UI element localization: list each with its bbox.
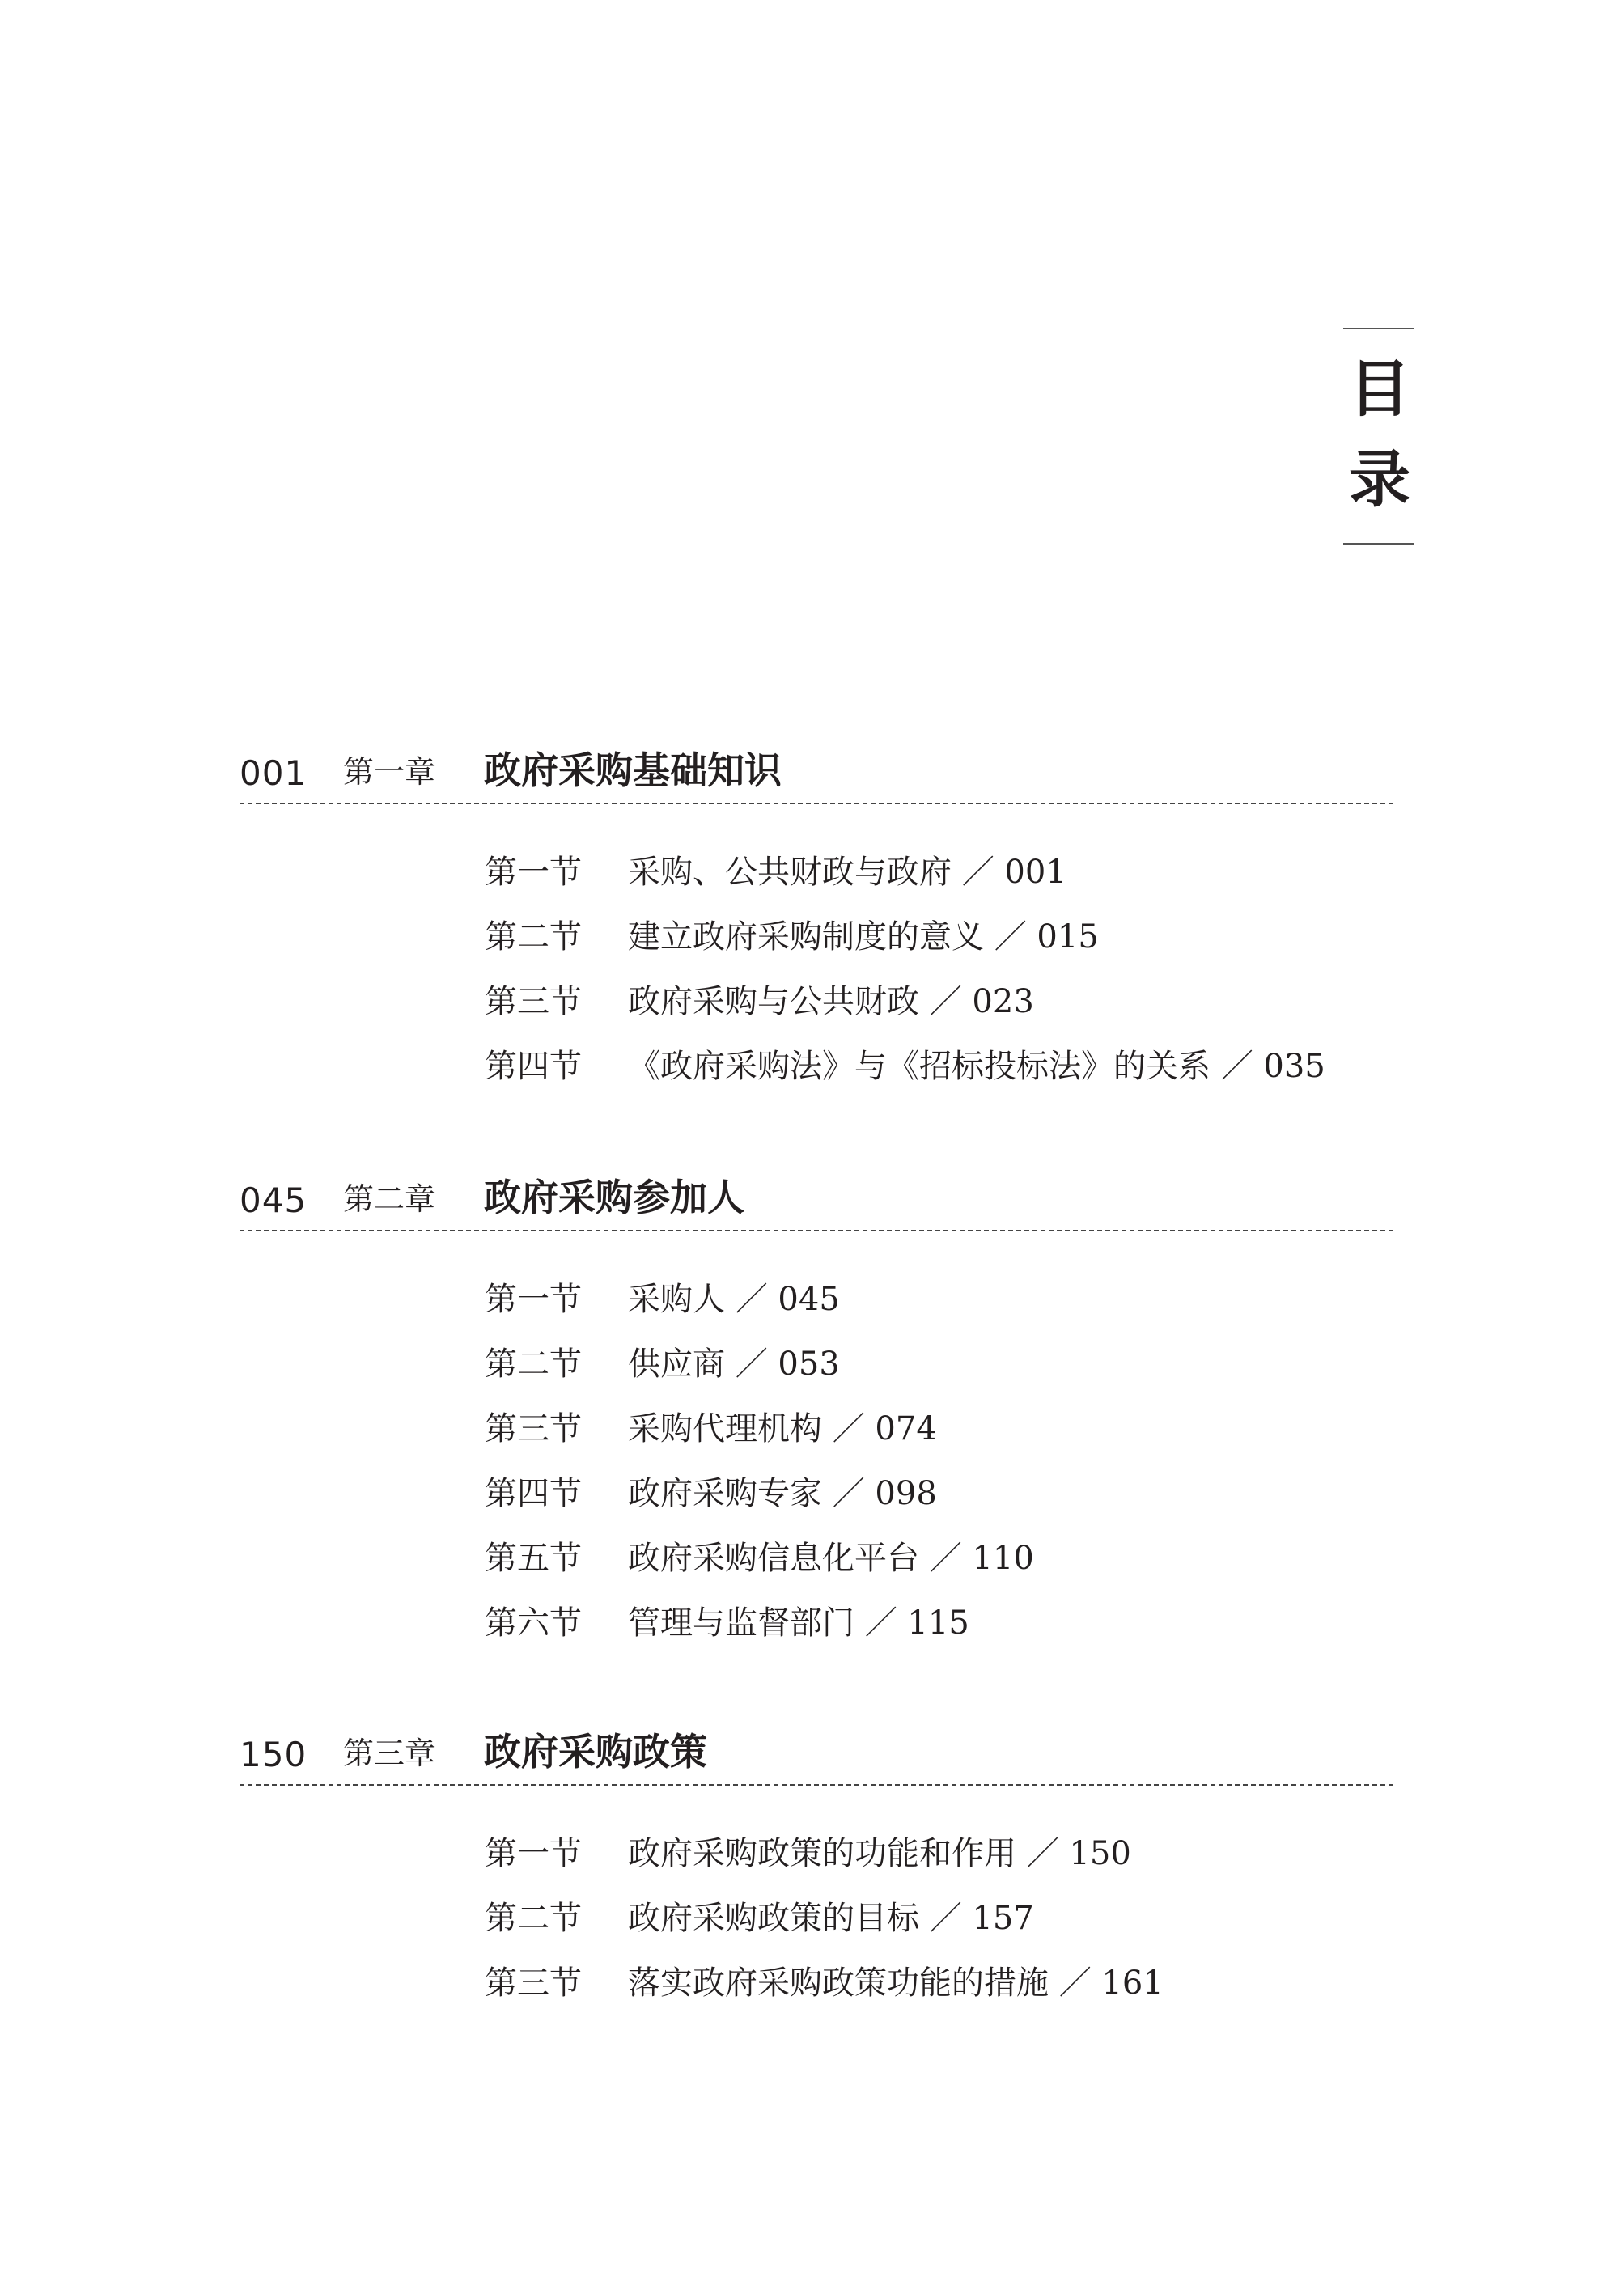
chapter-1 — [240, 746, 1393, 1099]
section-title: 供应商 ／ 053 — [628, 1346, 840, 1383]
section-number: 第二节 — [485, 1346, 582, 1383]
toc-entry[interactable] — [240, 1332, 1393, 1397]
section-title: 采购代理机构 ／ 074 — [628, 1410, 937, 1447]
toc-entry[interactable] — [240, 1526, 1393, 1591]
chapter-divider — [240, 1784, 1393, 1786]
section-number: 第二节 — [485, 918, 582, 956]
section-title: 政府采购政策的功能和作用 ／ 150 — [628, 1835, 1131, 1872]
section-list — [240, 840, 1393, 1099]
section-title: 落实政府采购政策功能的措施 ／ 161 — [628, 1965, 1164, 2002]
section-title: 政府采购政策的目标 ／ 157 — [628, 1900, 1034, 1937]
section-title: 政府采购信息化平台 ／ 110 — [628, 1540, 1034, 1577]
section-number: 第五节 — [485, 1540, 582, 1577]
toc-entry[interactable] — [240, 905, 1393, 969]
section-list — [240, 1267, 1393, 1655]
section-title: 采购人 ／ 045 — [628, 1281, 840, 1318]
section-title: 政府采购与公共财政 ／ 023 — [628, 983, 1034, 1020]
section-number: 第三节 — [485, 1965, 582, 2002]
toc-entry[interactable] — [240, 1821, 1393, 1886]
chapter-title: 政府采购参加人 — [484, 1176, 744, 1219]
section-number: 第三节 — [485, 983, 582, 1020]
chapter-divider — [240, 803, 1393, 804]
chapter-number: 第二章 — [343, 1181, 436, 1217]
chapter-page-number: 045 — [240, 1180, 307, 1220]
chapter-2 — [240, 1173, 1393, 1655]
toc-entry[interactable] — [240, 1591, 1393, 1655]
chapter-number: 第三章 — [343, 1736, 436, 1771]
toc-title-char: 录 — [1349, 443, 1410, 515]
section-list — [240, 1821, 1393, 2015]
toc-title-block — [1343, 328, 1416, 545]
toc-entry[interactable] — [240, 1951, 1393, 2015]
chapter-number: 第一章 — [343, 754, 436, 790]
section-number: 第二节 — [485, 1900, 582, 1937]
toc-entry[interactable] — [240, 969, 1393, 1034]
chapter-heading[interactable] — [240, 746, 1393, 803]
section-title: 管理与监督部门 ／ 115 — [628, 1604, 969, 1642]
toc-entry[interactable] — [240, 1886, 1393, 1951]
toc-entry[interactable] — [240, 840, 1393, 905]
section-number: 第四节 — [485, 1475, 582, 1512]
chapter-heading[interactable] — [240, 1173, 1393, 1230]
chapter-title: 政府采购基础知识 — [484, 748, 782, 792]
section-number: 第三节 — [485, 1410, 582, 1447]
toc-entry[interactable] — [240, 1034, 1393, 1099]
title-bottom-rule — [1343, 543, 1414, 545]
toc-entry[interactable] — [240, 1267, 1393, 1332]
chapter-title: 政府采购政策 — [484, 1730, 707, 1774]
chapter-3 — [240, 1727, 1393, 2015]
chapter-divider — [240, 1230, 1393, 1231]
section-title: 政府采购专家 ／ 098 — [628, 1475, 937, 1512]
toc-entry[interactable] — [240, 1461, 1393, 1526]
section-number: 第六节 — [485, 1604, 582, 1642]
section-number: 第一节 — [485, 1835, 582, 1872]
chapter-page-number: 001 — [240, 753, 307, 793]
toc-entry[interactable] — [240, 1397, 1393, 1461]
section-title: 《政府采购法》与《招标投标法》的关系 ／ 035 — [628, 1048, 1325, 1085]
chapter-page-number: 150 — [240, 1735, 307, 1774]
section-title: 采购、公共财政与政府 ／ 001 — [628, 854, 1066, 891]
section-number: 第一节 — [485, 1281, 582, 1318]
section-number: 第一节 — [485, 854, 582, 891]
section-title: 建立政府采购制度的意义 ／ 015 — [628, 918, 1099, 956]
chapter-heading[interactable] — [240, 1727, 1393, 1784]
section-number: 第四节 — [485, 1048, 582, 1085]
toc-title-char: 目 — [1349, 353, 1410, 425]
